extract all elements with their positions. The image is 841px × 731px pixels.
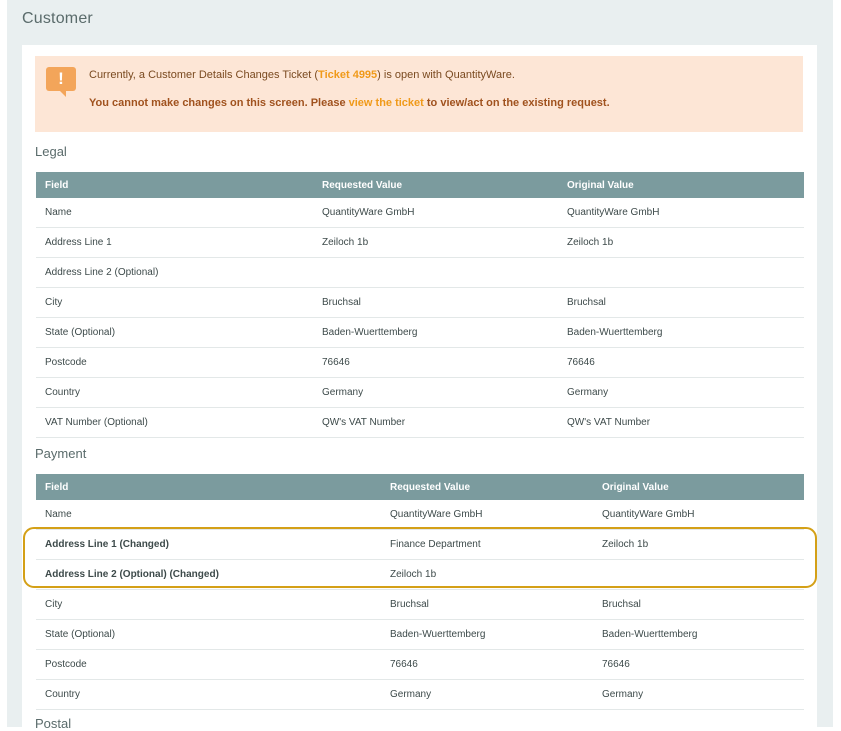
cell-field: City [36,288,313,318]
exclamation-speech-icon: ! [46,67,76,91]
cell-original-value: QW's VAT Number [558,408,804,438]
alert-message [89,69,515,81]
cell-requested-value: Germany [313,378,558,408]
cell-field: Country [36,680,381,710]
table-row [36,348,804,378]
table-row [36,228,804,258]
payment-table-header [36,474,804,500]
cell-field: City [36,590,381,620]
cell-original-value: Bruchsal [593,590,804,620]
cell-requested-value: 76646 [381,650,593,680]
table-row [36,408,804,438]
alert-line2-prefix: You cannot make changes on this screen. Please [89,97,349,109]
table-row [36,650,804,680]
cell-original-value: QuantityWare GmbH [593,500,804,530]
cell-field: Postcode [36,650,381,680]
table-row [36,198,804,228]
cell-field: Address Line 2 (Optional) [36,258,313,288]
cell-requested-value [313,258,558,288]
cell-original-value: Baden-Wuerttemberg [593,620,804,650]
legal-table [36,172,804,438]
cell-field: Address Line 2 (Optional) (Changed) [36,560,381,590]
alert-line1-prefix: Currently, a Customer Details Changes Ticket ( [89,69,319,81]
legal-section-title: Legal [35,144,67,159]
column-header-requested: Requested Value [381,474,593,500]
cell-field: Address Line 1 (Changed) [36,530,381,560]
alert-line2-suffix: to view/act on the existing request. [423,97,610,109]
column-header-field: Field [36,172,313,198]
cell-field: Name [36,198,313,228]
table-row [36,378,804,408]
cell-field: Postcode [36,348,313,378]
cell-requested-value: Bruchsal [313,288,558,318]
payment-section-title: Payment [35,446,87,461]
table-row [36,288,804,318]
column-header-original: Original Value [593,474,804,500]
alert-instruction [89,97,610,109]
cell-requested-value: Baden-Wuerttemberg [313,318,558,348]
column-header-requested: Requested Value [313,172,558,198]
table-row [36,680,804,710]
cell-requested-value: Finance Department [381,530,593,560]
cell-original-value: Bruchsal [558,288,804,318]
cell-original-value: Germany [558,378,804,408]
postal-section-title: Postal [35,716,72,731]
view-ticket-link[interactable]: view the ticket [348,97,424,109]
cell-requested-value: QuantityWare GmbH [313,198,558,228]
cell-requested-value: QW's VAT Number [313,408,558,438]
table-row [36,590,804,620]
table-row [36,500,804,530]
payment-table [36,474,804,710]
table-row [36,258,804,288]
cell-original-value: 76646 [593,650,804,680]
cell-requested-value: Zeiloch 1b [313,228,558,258]
cell-field: State (Optional) [36,620,381,650]
cell-requested-value: Zeiloch 1b [381,560,593,590]
cell-requested-value: 76646 [313,348,558,378]
cell-field: State (Optional) [36,318,313,348]
alert-line1-suffix: ) is open with QuantityWare. [377,69,515,81]
ticket-alert [35,56,803,132]
cell-requested-value: Germany [381,680,593,710]
cell-field: VAT Number (Optional) [36,408,313,438]
cell-requested-value: QuantityWare GmbH [381,500,593,530]
cell-original-value [558,258,804,288]
cell-field: Country [36,378,313,408]
column-header-original: Original Value [558,172,804,198]
cell-field: Name [36,500,381,530]
cell-original-value: QuantityWare GmbH [558,198,804,228]
cell-original-value: Zeiloch 1b [558,228,804,258]
cell-requested-value: Baden-Wuerttemberg [381,620,593,650]
ticket-link[interactable]: Ticket 4995 [318,69,378,81]
cell-requested-value: Bruchsal [381,590,593,620]
table-row [36,318,804,348]
legal-table-header [36,172,804,198]
page-title: Customer [22,10,93,27]
cell-field: Address Line 1 [36,228,313,258]
cell-original-value: Germany [593,680,804,710]
cell-original-value: Zeiloch 1b [593,530,804,560]
cell-original-value: 76646 [558,348,804,378]
table-row [36,620,804,650]
column-header-field: Field [36,474,381,500]
changed-rows-highlight [23,527,817,588]
cell-original-value: Baden-Wuerttemberg [558,318,804,348]
